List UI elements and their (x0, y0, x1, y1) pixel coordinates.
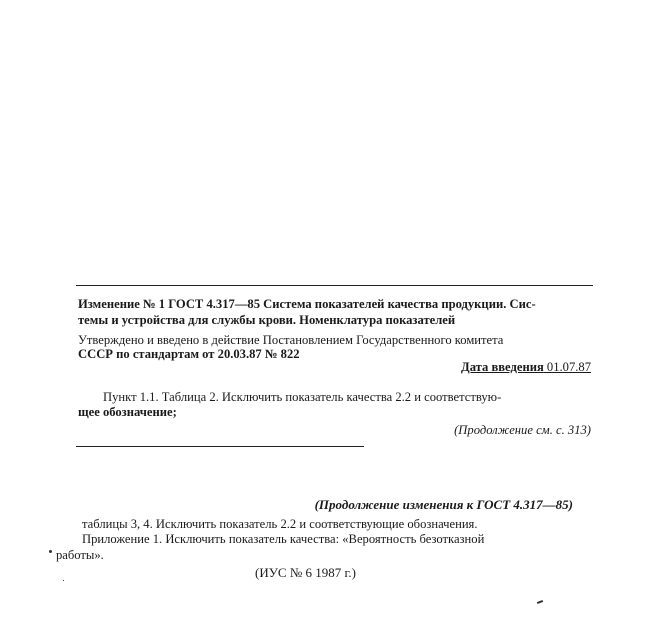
amendment-heading-line-1: Изменение № 1 ГОСТ 4.317—85 Система показателей качества продукции. Сис- (78, 297, 536, 311)
scan-speck-2 (537, 600, 543, 604)
top-rule (76, 285, 593, 286)
body-line-2: щее обозначение; (78, 405, 177, 419)
source-reference: (ИУС № 6 1987 г.) (255, 565, 356, 580)
continuation-line-3: работы». (56, 548, 104, 562)
bottom-rule (76, 446, 364, 447)
body-line-1: Пункт 1.1. Таблица 2. Исключить показатель качества 2.2 и соответствую- (103, 390, 502, 404)
approval-line-2 (78, 347, 300, 362)
effective-date (461, 360, 591, 375)
scan-speck-3 (63, 580, 64, 581)
continuation-line-1: таблицы 3, 4. Исключить показатель 2.2 и соответствующие обозначения. (82, 517, 478, 531)
approval-text-bold: СССР по стандартам от 20.03.87 № 822 (78, 347, 300, 361)
continuation-heading: (Продолжение изменения к ГОСТ 4.317—85) (314, 497, 573, 512)
approval-line-1: Утверждено и введено в действие Постановлением Государственного комитета (78, 333, 504, 347)
effective-date-value: 01.07.87 (546, 360, 591, 374)
continuation-line-2: Приложение 1. Исключить показатель качества: «Вероятность безотказной (82, 532, 485, 546)
continued-note: (Продолжение см. с. 313) (454, 423, 591, 437)
amendment-heading-line-2: темы и устройства для службы крови. Номенклатура показателей (78, 313, 456, 327)
effective-date-label: Дата введения (461, 360, 544, 374)
scan-speck-1 (49, 550, 52, 553)
